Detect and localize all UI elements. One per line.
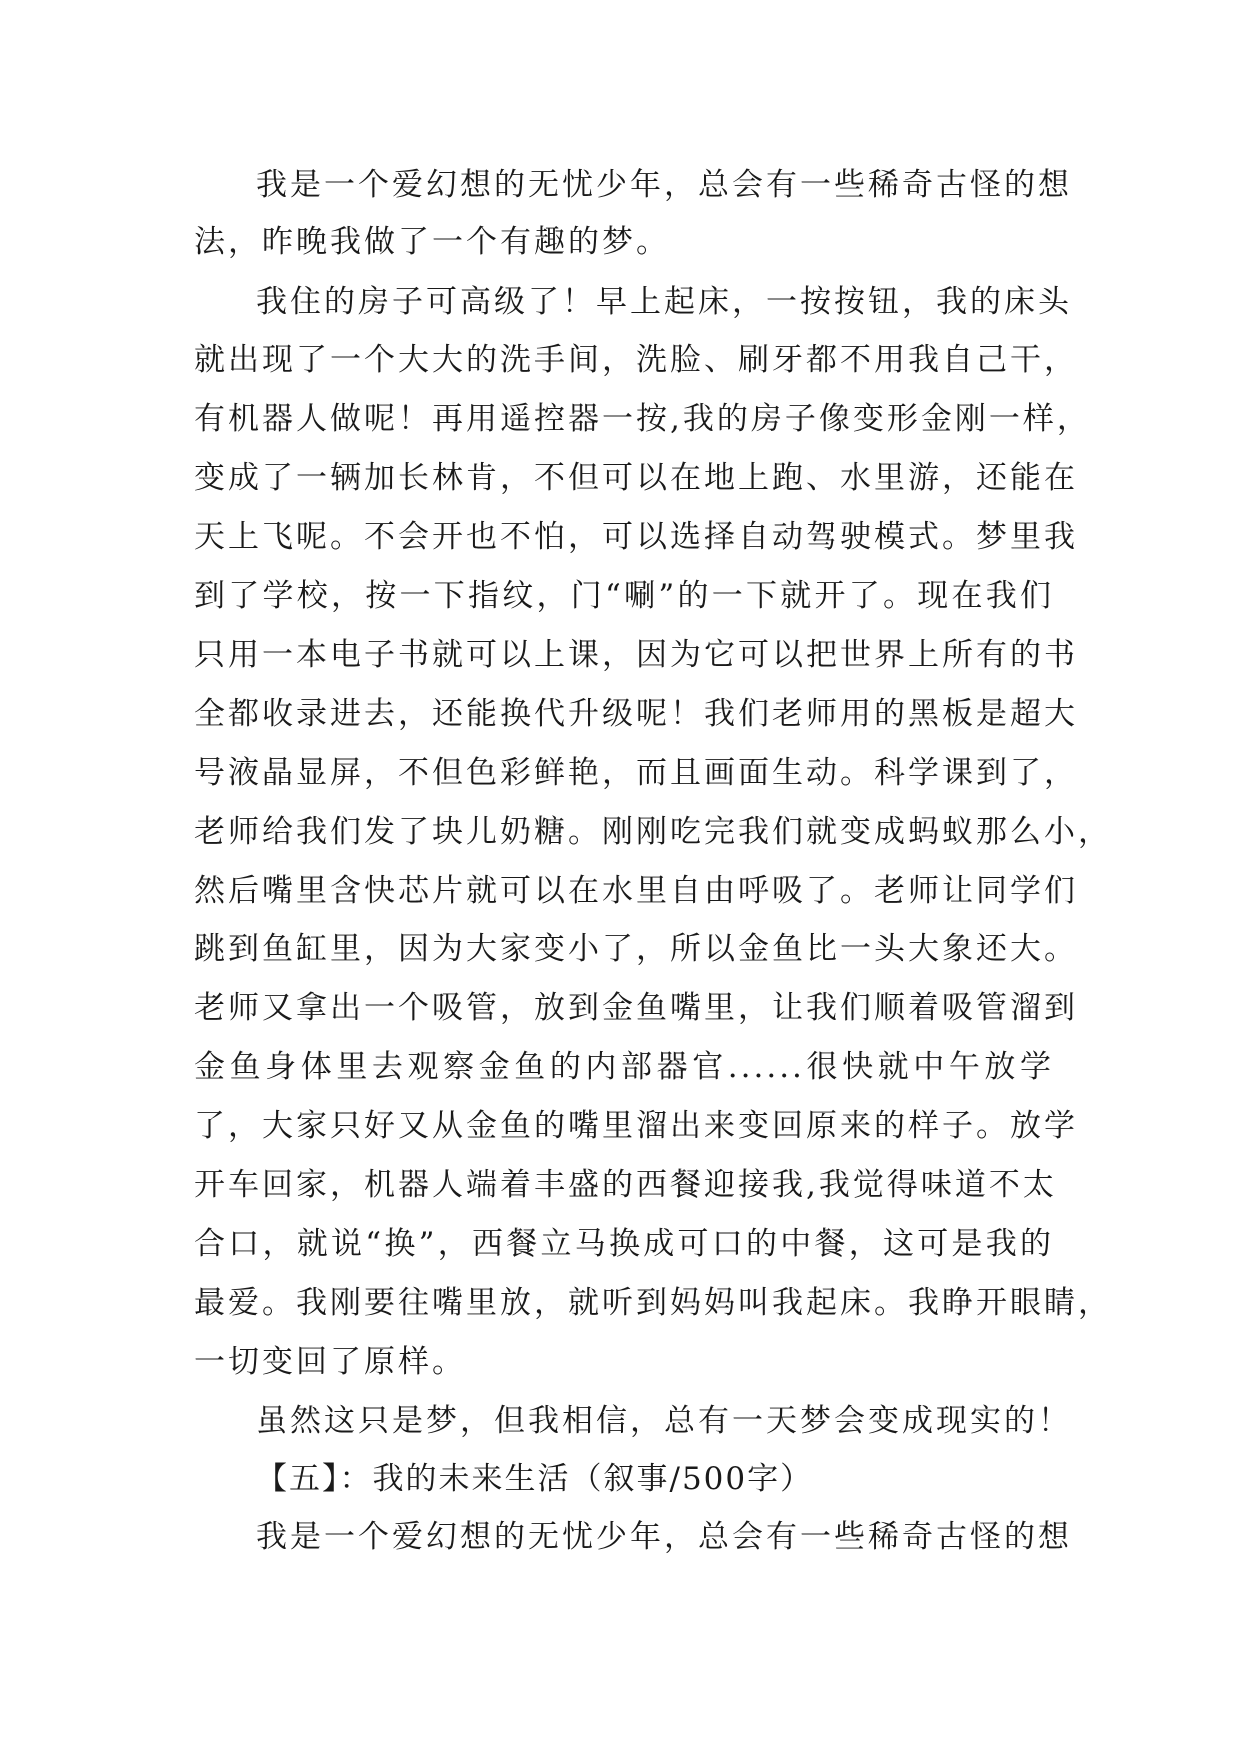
text-line: 我是一个爱幻想的无忧少年，总会有一些稀奇古怪的想 — [256, 1519, 1072, 1555]
text-line: 虽然这只是梦，但我相信，总有一天梦会变成现实的！ — [256, 1403, 1072, 1439]
text-line: 跳到鱼缸里，因为大家变小了，所以金鱼比一头大象还大。 — [194, 931, 1078, 967]
text-line: 老师给我们发了块儿奶糖。刚刚吃完我们就变成蚂蚁那么小， — [194, 814, 1112, 850]
text-line: 老师又拿出一个吸管，放到金鱼嘴里，让我们顺着吸管溜到 — [194, 990, 1078, 1026]
text-line: 合口，就说“换”，西餐立马换成可口的中餐，这可是我的 — [194, 1226, 1054, 1262]
text-line: 全都收录进去，还能换代升级呢！我们老师用的黑板是超大 — [194, 696, 1078, 732]
text-line: 就出现了一个大大的洗手间，洗脸、刷牙都不用我自己干， — [194, 342, 1078, 378]
text-line: 最爱。我刚要往嘴里放，就听到妈妈叫我起床。我睁开眼睛， — [194, 1285, 1112, 1321]
text-line: 我是一个爱幻想的无忧少年，总会有一些稀奇古怪的想 — [256, 167, 1072, 203]
text-line: 号液晶显屏，不但色彩鲜艳，而且画面生动。科学课到了， — [194, 755, 1078, 791]
text-line: 有机器人做呢！再用遥控器一按,我的房子像变形金刚一样， — [194, 401, 1091, 437]
text-line: 然后嘴里含快芯片就可以在水里自由呼吸了。老师让同学们 — [194, 873, 1078, 909]
text-line: 只用一本电子书就可以上课，因为它可以把世界上所有的书 — [194, 637, 1078, 673]
text-line: 到了学校，按一下指纹，门“唰”的一下就开了。现在我们 — [194, 578, 1054, 614]
text-line: 法，昨晚我做了一个有趣的梦。 — [194, 224, 670, 260]
text-line: 开车回家，机器人端着丰盛的西餐迎接我,我觉得味道不太 — [194, 1167, 1057, 1203]
text-line: 金鱼身体里去观察金鱼的内部器官......很快就中午放学 — [194, 1049, 1054, 1085]
text-line: 一切变回了原样。 — [194, 1344, 466, 1380]
text-line: 了，大家只好又从金鱼的嘴里溜出来变回原来的样子。放学 — [194, 1108, 1078, 1144]
text-line: 变成了一辆加长林肯，不但可以在地上跑、水里游，还能在 — [194, 460, 1078, 496]
text-line: 我住的房子可高级了！早上起床，一按按钮，我的床头 — [256, 284, 1072, 320]
text-line: 天上飞呢。不会开也不怕，可以选择自动驾驶模式。梦里我 — [194, 519, 1078, 555]
section-heading: 【五】：我的未来生活（叙事/500字） — [256, 1461, 814, 1497]
